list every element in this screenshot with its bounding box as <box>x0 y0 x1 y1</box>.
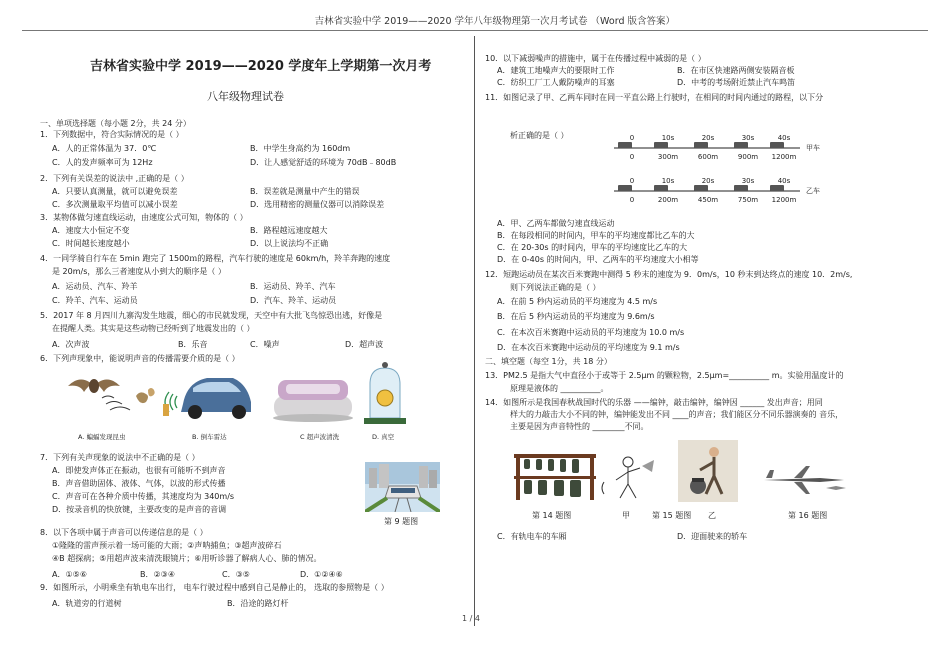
q12-stem-line2: 则下列说法正确的是（ ） <box>510 283 601 292</box>
section-1-heading: 一、单项选择题（每小题 2分，共 24 分） <box>40 119 191 128</box>
q12-option-c: C．在本次百米赛跑中运动员的平均速度为 10.0 m/s <box>497 328 685 337</box>
car-b-car-icon <box>694 185 708 191</box>
q9-option-d: D．迎面驶来的轿车 <box>677 532 748 541</box>
q9-option-c: C．有轨电车的车厢 <box>497 532 567 541</box>
q4-option-d: D．汽车、羚羊、运动员 <box>250 296 337 305</box>
car-b-distance-label: 750m <box>737 196 759 204</box>
q10-stem: 10．以下减弱噪声的措施中，属于在传播过程中减弱的是（ ） <box>485 54 706 63</box>
q12-option-a: A．在前 5 秒内运动员的平均速度为 4.5 m/s <box>497 297 658 306</box>
q3-option-b: B．路程越远速度越大 <box>250 226 328 235</box>
q3-option-d: D．以上说法均不正确 <box>250 239 329 248</box>
q11-option-b: B．在每段相同的时间内，甲车的平均速度都比乙车的大 <box>497 231 695 240</box>
q5-option-b: B．乐音 <box>178 340 208 349</box>
q9-stem: 9．如图所示，小明乘坐有轨电车出行， 电车行驶过程中感到自己是静止的， 选取的参照物是（ ） <box>40 583 389 592</box>
q7-option-d: D．按录音机的快放键，主要改变的是声音的音调 <box>52 505 227 514</box>
car-b-time-label: 20s <box>701 177 715 185</box>
q6-option-b: B. 倒车雷达 <box>192 433 227 441</box>
q10-option-b: B．在市区快速路两侧安装隔音板 <box>677 66 795 75</box>
q3-option-c: C．时间越长速度越小 <box>52 239 130 248</box>
q14-figure-caption: 第 14 题图 <box>532 511 572 520</box>
q14-figure-bianzhong <box>512 452 598 502</box>
q15-figure-label-b: 乙 <box>708 511 716 520</box>
q1-option-c: C．人的发声频率可为 12Hz <box>52 158 153 167</box>
q16-figure-aircraft <box>760 462 850 498</box>
q7-option-a: A．即使发声体正在振动，也很有可能听不到声音 <box>52 466 226 475</box>
car-a-car-icon <box>618 142 632 148</box>
car-b-name-label: 乙车 <box>806 187 820 195</box>
q9-figure-caption: 第 9 题图 <box>384 517 419 526</box>
q6-option-a: A. 蝙蝠发现昆虫 <box>78 433 126 441</box>
q8-option-a: A．①⑤⑥ <box>52 570 87 579</box>
q15-figure-a <box>598 452 658 502</box>
exam-subtitle: 八年级物理试卷 <box>207 90 284 103</box>
car-b-distance-label: 1200m <box>771 196 797 204</box>
q15-figure-b <box>678 440 738 502</box>
q11-stem-line1: 11．如图记录了甲、乙两车同时在同一平直公路上行驶时，在相同的时间内通过的路程，以下分 <box>485 93 824 102</box>
car-b-car-icon <box>654 185 668 191</box>
q13-stem-line2: 原理是液体的 __________。 <box>510 384 609 393</box>
car-a-time-label: 40s <box>777 134 791 142</box>
q14-stem-line1: 14．如图所示是我国春秋战国时代的乐器 ——编钟，敲击编钟，编钟因 ______ 发出声音；用同 <box>485 398 823 407</box>
q3-option-a: A．速度大小恒定不变 <box>52 226 130 235</box>
car-b-time-label: 0 <box>629 177 635 185</box>
q1-option-a: A．人的正常体温为 37．0℃ <box>52 144 157 153</box>
car-a-distance-label: 1200m <box>771 153 797 161</box>
q5-stem-line2: 在提醒人类。其实是这些动物已经听到了地震发出的（ ） <box>52 324 255 333</box>
car-b-distance-label: 200m <box>657 196 679 204</box>
q1-option-d: D．让人感觉舒适的环境为 70dB﹣80dB <box>250 158 397 167</box>
q2-stem: 2．下列有关误差的说法中 ,正确的是（ ） <box>40 174 189 183</box>
q9-option-b: B．沿途的路灯杆 <box>227 599 289 608</box>
q11-option-d: D．在 0-40s 的时间内，甲、乙两车的平均速度大小相等 <box>497 255 699 264</box>
q4-stem-line1: 4．一同学骑自行车在 5min 跑完了 1500ｍ的路程，汽车行驶的速度是 60km/h，羚羊奔跑的速度 <box>40 254 391 263</box>
car-b-time-label: 40s <box>777 177 791 185</box>
q5-option-d: D．超声波 <box>345 340 384 349</box>
car-a-time-label: 10s <box>661 134 675 142</box>
car-b-car-icon <box>770 185 784 191</box>
q14-stem-line3: 主要是因为声音特性的 ________不同。 <box>510 422 649 431</box>
q8-item-line1: ①隆隆的雷声预示着一场可能的大雨；②声呐捕鱼；③超声波碎石 <box>52 541 282 550</box>
q2-option-a: A．只要认真测量，就可以避免误差 <box>52 187 178 196</box>
q9-figure-tram <box>365 462 440 512</box>
q11-option-a: A．甲、乙两车都做匀速直线运动 <box>497 219 615 228</box>
q1-stem: 1．下列数据中，符合实际情况的是（ ） <box>40 130 184 139</box>
q5-stem-line1: 5．2017 年 8 月四川九寨沟发生地震，细心的市民就发现，天空中有大批飞鸟惊恐出逃，好像是 <box>40 311 383 320</box>
q6-option-c: C 超声波清洗 <box>300 433 340 441</box>
car-a-name-label: 甲车 <box>806 144 820 152</box>
q8-option-c: C．③⑤ <box>222 570 250 579</box>
q2-option-c: C．多次测量取平均值可以减小误差 <box>52 200 178 209</box>
page-number: 1 / 4 <box>462 614 480 623</box>
car-b-time-label: 10s <box>661 177 675 185</box>
q10-option-c: C．纺织工厂工人戴防噪声的耳塞 <box>497 78 615 87</box>
q11-stem-line2: 析正确的是（ ） <box>510 131 569 140</box>
q12-option-d: D．在本次百米赛跑中运动员的平均速度为 9.1 m/s <box>497 343 680 352</box>
car-a-time-label: 0 <box>629 134 635 142</box>
header-rule <box>22 30 928 31</box>
car-a-distance-label: 0 <box>629 153 635 161</box>
q6-option-d: D. 真空 <box>372 433 395 441</box>
car-b-car-icon <box>618 185 632 191</box>
q15-figure-caption: 第 15 题图 <box>652 511 692 520</box>
q6-figure-vacuum-bell-jar <box>360 362 410 426</box>
q16-figure-caption: 第 16 题图 <box>788 511 828 520</box>
car-a-distance-label: 900m <box>737 153 759 161</box>
car-b-distance-label: 450m <box>697 196 719 204</box>
q8-stem: 8．以下各项中属于声音可以传递信息的是（ ） <box>40 528 208 537</box>
q7-option-c: C．声音可在各种介质中传播，其速度均为 340m/s <box>52 492 235 501</box>
q3-stem: 3．某物体做匀速直线运动，由速度公式可知，物体的（ ） <box>40 213 248 222</box>
q4-option-c: C．羚羊、汽车、运动员 <box>52 296 138 305</box>
q8-option-b: B．②③④ <box>140 570 176 579</box>
car-a-car-icon <box>694 142 708 148</box>
q6-stem: 6．下列声现象中，能说明声音的传播需要介质的是（ ） <box>40 354 240 363</box>
q7-stem: 7．下列有关声现象的说法中不正确的是（ ） <box>40 453 200 462</box>
q10-option-a: A．建筑工地噪声大的要限时工作 <box>497 66 615 75</box>
q12-option-b: B．在后 5 秒内运动员的平均速度为 9.6m/s <box>497 312 655 321</box>
q6-figure-bat <box>62 366 158 424</box>
q4-stem-line2: 是 20m/s，那么三者速度从小到大的顺序是（ ） <box>52 267 226 276</box>
q5-option-c: C．噪声 <box>250 340 280 349</box>
q4-option-b: B．运动员、羚羊、汽车 <box>250 282 336 291</box>
car-a-time-label: 20s <box>701 134 715 142</box>
q11-option-c: C．在 20-30s 的时间内，甲车的平均速度比乙车的大 <box>497 243 688 252</box>
q13-stem-line1: 13．PM2.5 是指大气中直径小于或等于 2.5μm 的颗粒物，2.5μm=__________ m。实验用温度计的 <box>485 371 844 380</box>
q4-option-a: A．运动员、汽车、羚羊 <box>52 282 138 291</box>
q6-figure-reversing-radar <box>163 366 257 426</box>
q8-item-line2: ④B 超探病；⑤用超声波来清洗眼镜片；⑥用听诊器了解病人心、肺的情况。 <box>52 554 322 563</box>
exam-title: 吉林省实验中学 2019——2020 学度年上学期第一次月考 <box>90 59 432 74</box>
q10-option-d: D．中考的考场附近禁止汽车鸣笛 <box>677 78 796 87</box>
car-b-car-icon <box>734 185 748 191</box>
car-a-car-icon <box>734 142 748 148</box>
page-header: 吉林省实验中学 2019——2020 学年八年级物理第一次月考试卷 （Word 版含答案） <box>314 16 675 27</box>
car-a-time-label: 30s <box>741 134 755 142</box>
q7-option-b: B．声音借助固体、液体、气体，以波的形式传播 <box>52 479 226 488</box>
q2-option-b: B．误差就是测量中产生的错误 <box>250 187 360 196</box>
car-a-car-icon <box>770 142 784 148</box>
car-a-distance-label: 600m <box>697 153 719 161</box>
q6-figure-ultrasonic-cleaner <box>268 366 358 424</box>
section-2-heading: 二、填空题（每空 1分，共 18 分） <box>485 357 612 366</box>
car-b-distance-label: 0 <box>629 196 635 204</box>
q1-option-b: B．中学生身高约为 160dm <box>250 144 351 153</box>
q2-option-d: D．选用精密的测量仪器可以消除误差 <box>250 200 385 209</box>
q5-option-a: A．次声波 <box>52 340 90 349</box>
q11-diagram <box>610 128 830 210</box>
car-a-distance-label: 300m <box>657 153 679 161</box>
column-divider <box>474 36 475 626</box>
q14-stem-line2: 样大的力敲击大小不同的钟，编钟能发出不同 ____的声音；我们能区分不同乐器演奏的 音乐， <box>510 410 844 419</box>
q15-figure-label-a: 甲 <box>622 511 630 520</box>
car-a-car-icon <box>654 142 668 148</box>
q8-option-d: D．①②④⑥ <box>300 570 343 579</box>
q12-stem-line1: 12．短跑运动员在某次百米赛跑中测得 5 秒末的速度为 9．0m/s，10 秒末到达终点的速度 10．2m/s, <box>485 270 853 279</box>
q9-option-a: A．轨道旁的行道树 <box>52 599 122 608</box>
car-b-time-label: 30s <box>741 177 755 185</box>
